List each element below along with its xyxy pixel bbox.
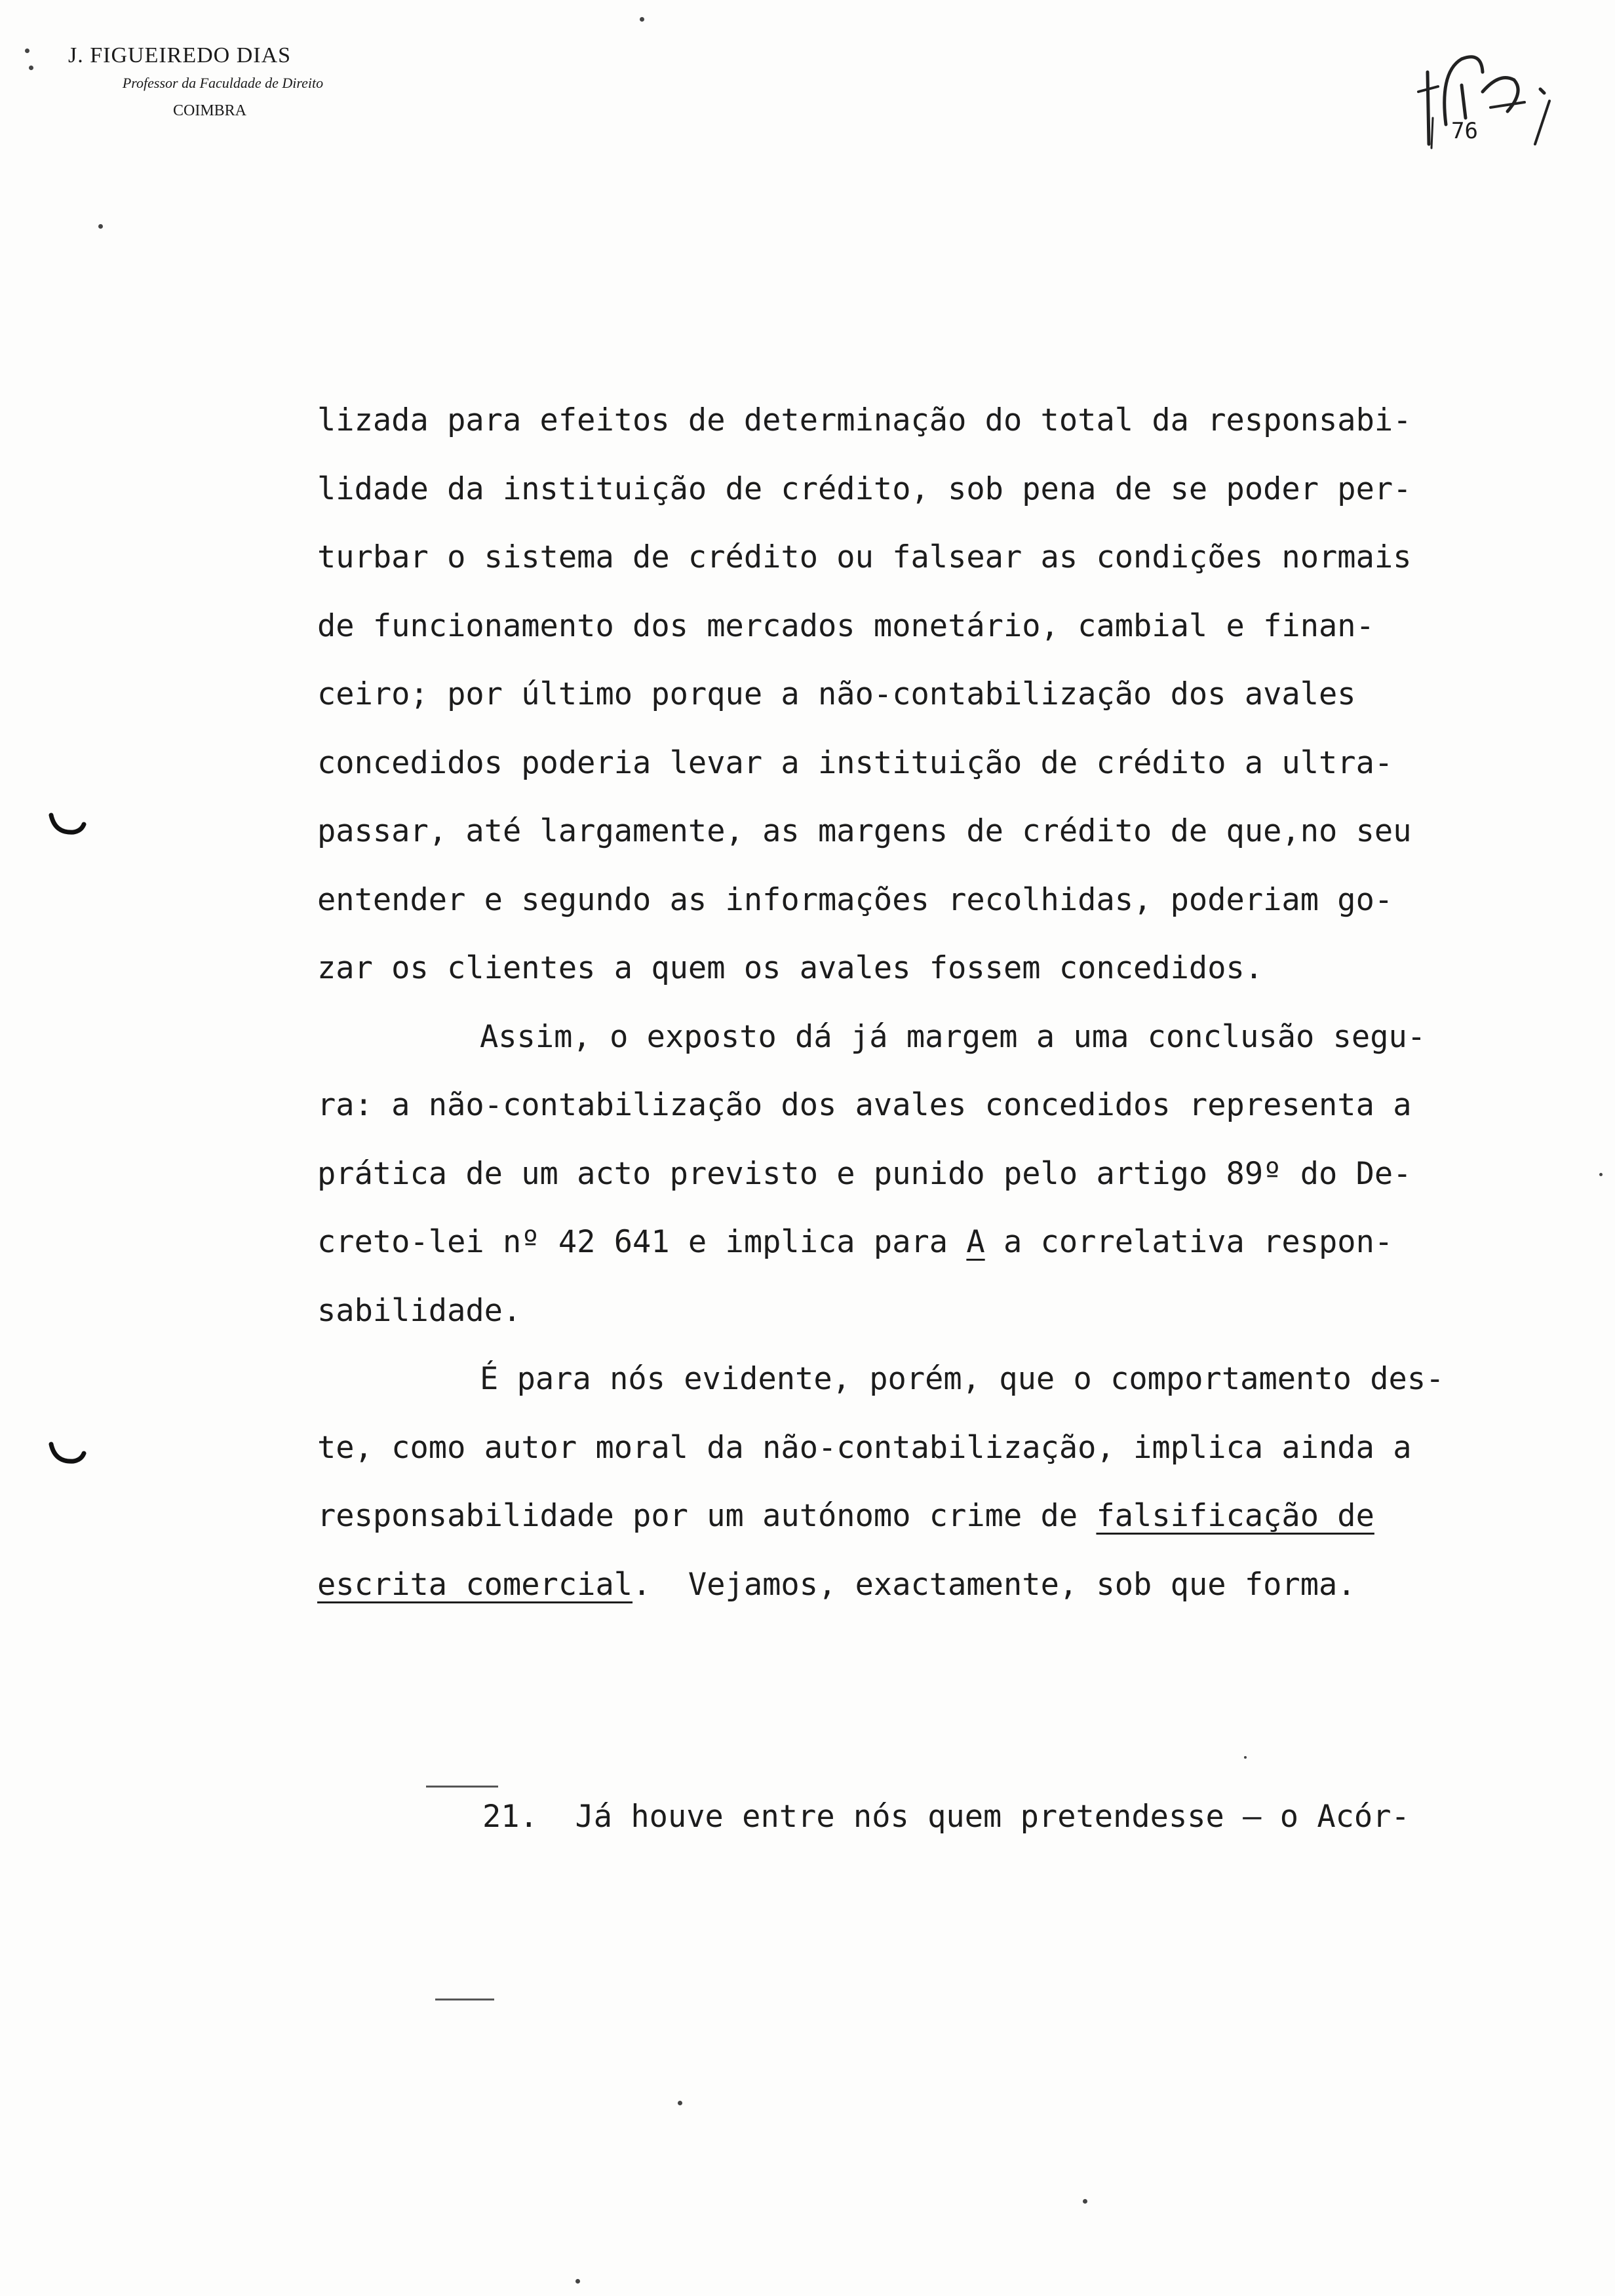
letterhead-city: COIMBRA xyxy=(172,102,247,119)
text-line: te, como autor moral da não-contabilização, implica ainda a xyxy=(317,1429,1412,1466)
handwritten-folio-mark xyxy=(1409,46,1566,157)
text-line: prática de um acto previsto e punido pelo artigo 89º do De- xyxy=(317,1155,1412,1192)
letterhead-name: J. FIGUEIREDO DIAS xyxy=(68,43,292,67)
text-line: lizada para efeitos de determinação do total da responsabi- xyxy=(317,402,1412,438)
scan-speck xyxy=(29,66,33,70)
text-line: turbar o sistema de crédito ou falsear as condições normais xyxy=(317,539,1412,575)
scan-speck xyxy=(25,48,29,53)
text-segment: creto-lei nº 42 641 e implica para xyxy=(317,1224,967,1260)
underlined-text: escrita comercial xyxy=(317,1566,633,1603)
scan-speck xyxy=(98,224,103,229)
text-line xyxy=(317,1208,1504,1277)
scan-speck xyxy=(1083,2199,1087,2204)
scan-dash xyxy=(426,1786,498,1788)
punch-hole-mark xyxy=(47,806,87,845)
text-line xyxy=(317,1551,1504,1620)
letterhead xyxy=(66,43,380,120)
underlined-text: falsificação de xyxy=(1096,1498,1374,1534)
text-line: lidade da instituição de crédito, sob pena de se poder per- xyxy=(317,470,1412,507)
section-number: 21. xyxy=(482,1799,538,1835)
text-line: entender e segundo as informações recolhidas, poderiam go- xyxy=(317,881,1393,918)
scan-speck xyxy=(678,2101,682,2105)
body-text xyxy=(317,387,1504,1619)
text-line: sabilidade. xyxy=(317,1292,522,1329)
scan-speck xyxy=(640,17,644,22)
scan-speck xyxy=(575,2279,580,2284)
text-line: de funcionamento dos mercados monetário, cambial e finan- xyxy=(317,607,1374,644)
scan-speck xyxy=(1244,1756,1247,1759)
section-heading-line xyxy=(482,1799,1410,1835)
punch-hole-mark xyxy=(47,1435,87,1474)
text-line: concedidos poderia levar a instituição de crédito a ultra- xyxy=(317,744,1393,781)
text-line: ceiro; por último porque a não-contabilização dos avales xyxy=(317,676,1356,712)
scan-speck xyxy=(1599,1173,1603,1176)
text-line: zar os clientes a quem os avales fossem concedidos. xyxy=(317,950,1264,986)
scan-dash xyxy=(435,1999,494,2000)
page-number: 76 xyxy=(1451,118,1478,144)
text-line: passar, até largamente, as margens de crédito de que,no seu xyxy=(317,813,1412,849)
text-line: Assim, o exposto dá já margem a uma conclusão segu- xyxy=(480,1018,1426,1055)
text-line: É para nós evidente, porém, que o comportamento des- xyxy=(480,1361,1445,1397)
text-line: ra: a não-contabilização dos avales concedidos representa a xyxy=(317,1087,1412,1123)
text-segment: responsabilidade por um autónomo crime de xyxy=(317,1498,1097,1534)
text-segment: a correlativa respon- xyxy=(984,1224,1393,1260)
text-segment: . Vejamos, exactamente, sob que forma. xyxy=(632,1566,1356,1603)
letterhead-title: Professor da Faculdade de Direito xyxy=(122,75,324,91)
underlined-text: A xyxy=(966,1224,985,1260)
section-text: Já houve entre nós quem pretendesse — o Acór- xyxy=(575,1799,1410,1835)
text-line xyxy=(317,1482,1504,1551)
